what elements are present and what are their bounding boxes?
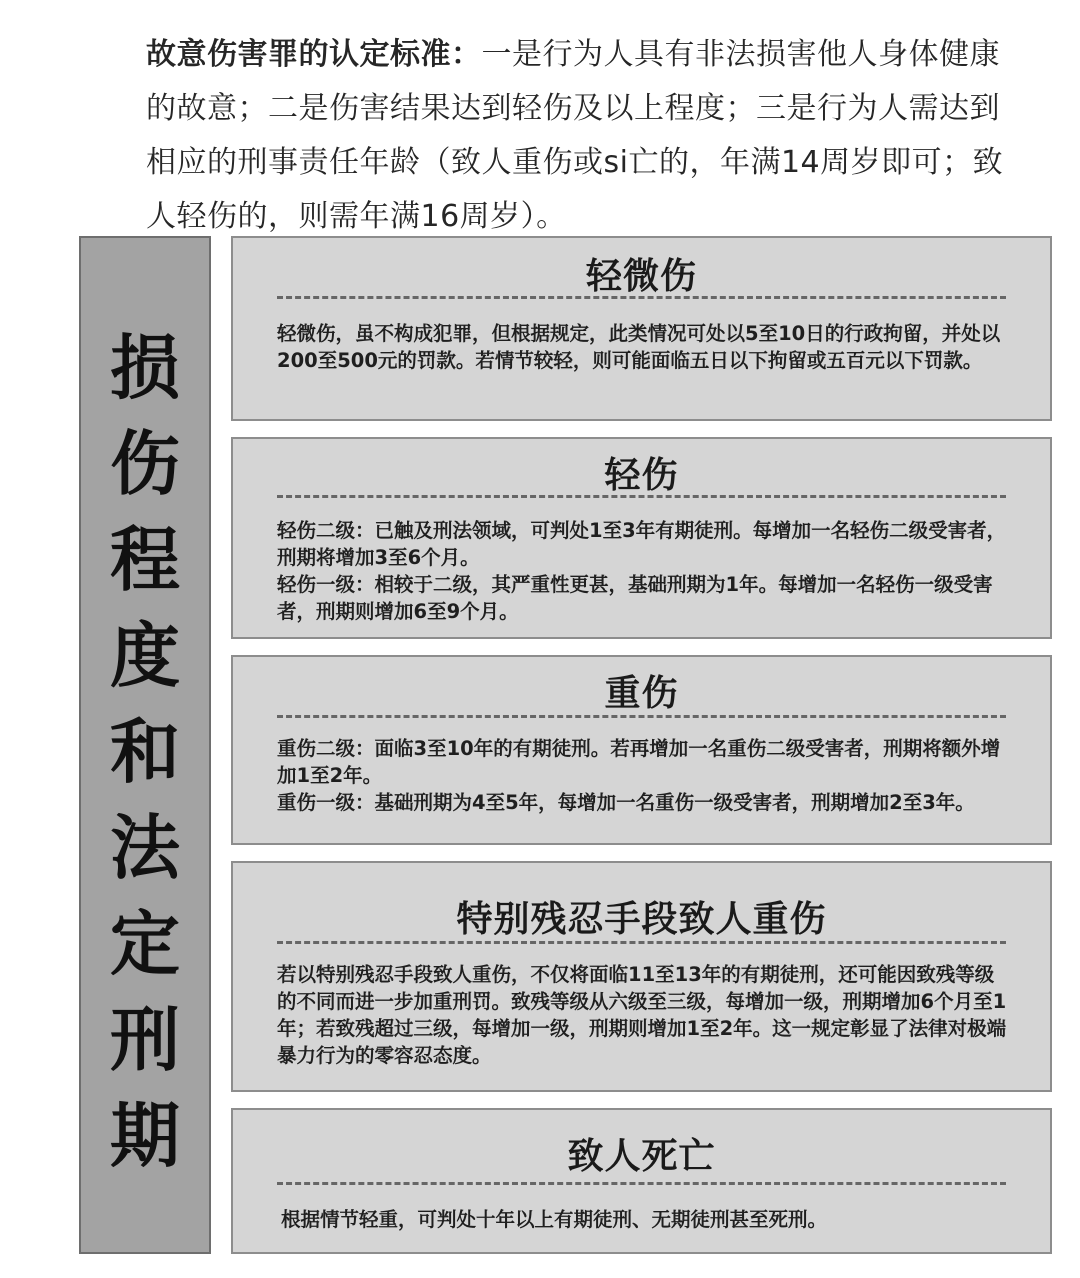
card-paragraph: 重伤二级：面临3至10年的有期徒刑。若再增加一名重伤二级受害者，刑期将额外增加1至2年。 <box>277 737 1001 787</box>
card-death <box>231 1108 1052 1254</box>
card-paragraph: 轻微伤，虽不构成犯罪，但根据规定，此类情况可处以5至10日的行政拘留，并处以200至500元的罚款。若情节较轻，则可能面临五日以下拘留或五百元以下罚款。 <box>277 322 1001 372</box>
intro-paragraph <box>146 28 1026 244</box>
sidebar-vertical-title <box>79 236 211 1254</box>
card-body <box>277 320 1010 374</box>
sidebar-char: 期 <box>110 1095 180 1177</box>
card-title: 特别残忍手段致人重伤 <box>456 899 827 940</box>
card-divider <box>277 495 1006 498</box>
card-serious-injury <box>231 655 1052 845</box>
sidebar-char: 刑 <box>110 999 180 1081</box>
card-title: 轻伤 <box>604 455 679 496</box>
card-title: 致人死亡 <box>567 1136 716 1177</box>
card-body <box>277 961 1010 1069</box>
sidebar-char: 损 <box>110 327 180 409</box>
intro-text: 一是行为人具有非法损害他人身体健康的故意；二是伤害结果达到轻伤及以上程度；三是行为人需达到相应的刑事责任年龄（致人重伤或si亡的，年满14周岁即可；致人轻伤的，则需年满16周岁）。 <box>146 37 1004 234</box>
card-paragraph: 轻伤二级：已触及刑法领域，可判处1至3年有期徒刑。每增加一名轻伤二级受害者，刑期将增加3至6个月。 <box>277 519 1007 569</box>
card-divider <box>277 296 1006 299</box>
sidebar-char: 和 <box>110 711 180 793</box>
card-body <box>277 735 1010 816</box>
card-body <box>281 1206 1010 1233</box>
card-minor-injury <box>231 236 1052 421</box>
sidebar-char: 定 <box>110 903 180 985</box>
card-cruel-serious-injury <box>231 861 1052 1092</box>
card-paragraph: 若以特别残忍手段致人重伤，不仅将面临11至13年的有期徒刑，还可能因致残等级的不同而进一步加重刑罚。致残等级从六级至三级，每增加一级，刑期增加6个月至1年；若致残超过三级，每增加一级，刑期则增加1至2年。这一规定彰显了法律对极端暴力行为的零容忍态度。 <box>277 963 1007 1067</box>
sidebar-char: 伤 <box>110 423 180 505</box>
card-light-injury <box>231 437 1052 639</box>
intro-label: 故意伤害罪的认定标准： <box>146 37 482 72</box>
sidebar-char: 程 <box>110 519 180 601</box>
card-paragraph: 轻伤一级：相较于二级，其严重性更甚，基础刑期为1年。每增加一名轻伤一级受害者，刑期则增加6至9个月。 <box>277 573 993 623</box>
card-title: 轻微伤 <box>585 256 697 297</box>
card-body <box>277 517 1010 625</box>
card-divider <box>277 941 1006 944</box>
card-paragraph: 根据情节轻重，可判处十年以上有期徒刑、无期徒刑甚至死刑。 <box>281 1208 828 1231</box>
sidebar-char: 度 <box>110 615 180 697</box>
card-title: 重伤 <box>604 673 679 714</box>
card-divider <box>277 1182 1006 1185</box>
sidebar-char: 法 <box>110 807 180 889</box>
card-divider <box>277 715 1006 718</box>
card-paragraph: 重伤一级：基础刑期为4至5年，每增加一名重伤一级受害者，刑期增加2至3年。 <box>277 791 975 814</box>
